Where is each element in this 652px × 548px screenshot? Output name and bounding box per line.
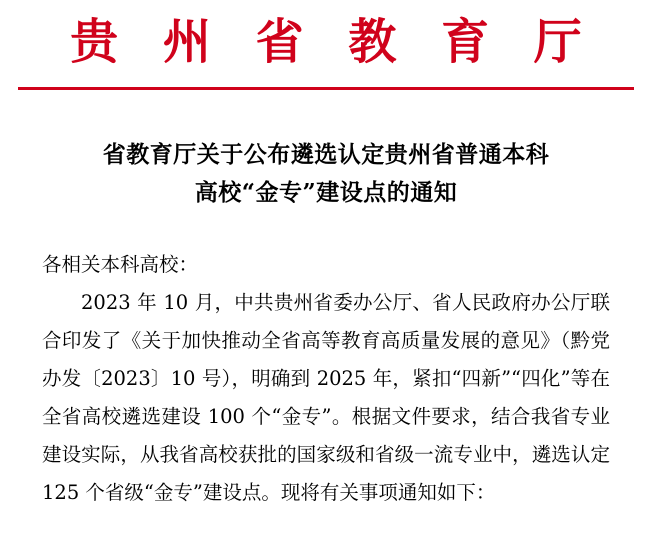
document-title-line-2: 高校“金专”建设点的通知 — [194, 178, 458, 206]
document-title-line-1: 省教育厅关于公布遴选认定贵州省普通本科 — [102, 140, 550, 168]
document-title — [52, 136, 600, 212]
salutation: 各相关本科高校： — [42, 252, 199, 276]
letterhead-divider — [18, 87, 634, 90]
body-paragraph-1: 2023 年 10 月，中共贵州省委办公厅、省人民政府办公厅联合印发了《关于加快推动全省高等教育高质量发展的意见》（黔党办发〔2023〕10 号），明确到 2025 年，紧扣“四新”“四化”等在全省高校遴选建设 100 个“金专”。根据文件要求，结合我省专业建设实际，从我省高校获批的国家级和省级一流专业中，遴选认定 125 个省级“金专”建设点。现将有关事项通知如下： — [42, 290, 610, 504]
letterhead — [0, 0, 652, 71]
document-body — [42, 246, 610, 512]
issuing-organization: 贵 州 省 教 育 厅 — [70, 14, 596, 70]
